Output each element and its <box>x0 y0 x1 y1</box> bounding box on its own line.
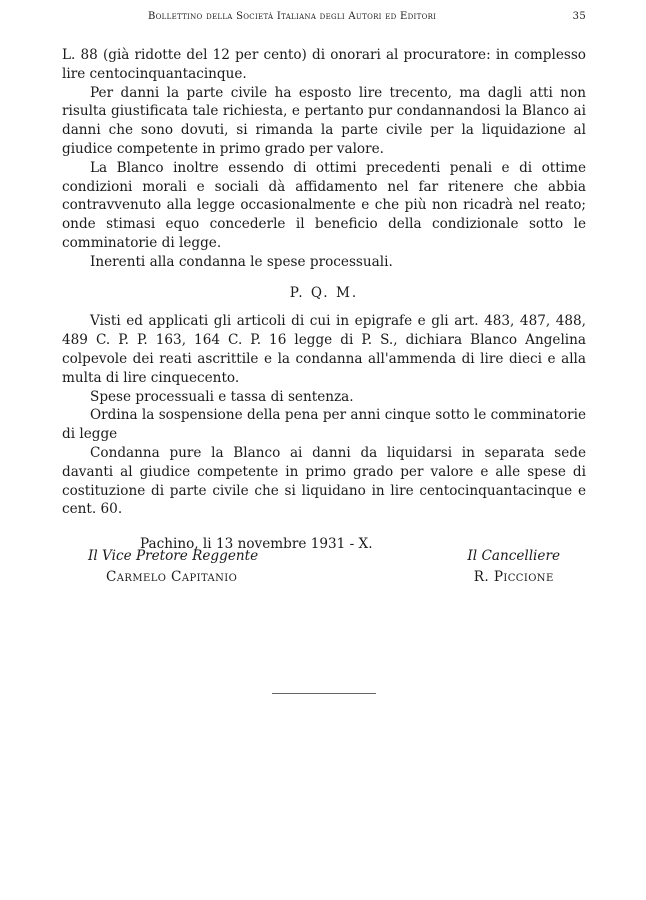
paragraph-damages-order: Condanna pure la Blanco ai danni da liquidarsi in separata sede davanti al giudice competente in primo grado per valore e alle spese di costituzione di parte civile che si liquidano in lire centocinquantacinque e cent. 60. <box>62 444 586 518</box>
paragraph-damages: Per danni la parte civile ha esposto lire trecento, ma dagli atti non risulta giustificata tale richiesta, e pertanto pur condannandosi la Blanco ai danni che sono dovuti, si rimanda la parte civile per la liquidazione al giudice competente in primo grado per valore. <box>62 84 586 157</box>
date-line: Pachino, li 13 novembre 1931 - X. <box>140 536 373 553</box>
paragraph-fees: L. 88 (già ridotte del 12 per cento) di onorari al procuratore: in complesso lire centocinquantacinque. <box>62 47 586 82</box>
page-number: 35 <box>572 11 586 22</box>
signature-left <box>88 546 258 588</box>
journal-title: Bollettino della Società Italiana degli Autori ed Editori <box>148 11 437 22</box>
signature-right-name: R. Piccione <box>473 569 554 585</box>
signature-left-role: Il Vice Pretore Reggente <box>88 548 259 564</box>
paragraph-trial-costs: Spese processuali e tassa di sentenza. <box>90 388 354 405</box>
section-heading-pqm: P. Q. M. <box>289 284 359 301</box>
end-rule <box>272 693 376 694</box>
signature-right-role: Il Cancelliere <box>467 548 560 564</box>
signature-left-name: Carmelo Capitanio <box>106 569 238 585</box>
signature-right <box>467 546 560 588</box>
signature-block <box>88 546 560 590</box>
paragraph-suspension: Ordina la sospensione della pena per anni cinque sotto le comminatorie di legge <box>62 407 586 443</box>
document-body <box>62 46 586 554</box>
paragraph-verdict: Visti ed applicati gli articoli di cui in epigrafe e gli art. 483, 487, 488, 489 C. P. P. 163, 164 C. P. 16 legge di P. S., dichiara Blanco Angelina colpevole dei reati ascrittile e la condanna all'ammenda di lire dieci e alla multa di lire cinquecento. <box>62 313 586 386</box>
running-header <box>148 11 586 27</box>
paragraph-costs: Inerenti alla condanna le spese processuali. <box>90 253 393 270</box>
paragraph-conditional: La Blanco inoltre essendo di ottimi precedenti penali e di ottime condizioni morali e sociali dà affidamento nel far ritenere che abbia contravvenuto alla legge occasionalmente e che più non ricadrà nel reato; onde stimasi equo concederle il beneficio della condizionale sotto le comminatorie di legge. <box>62 159 586 251</box>
